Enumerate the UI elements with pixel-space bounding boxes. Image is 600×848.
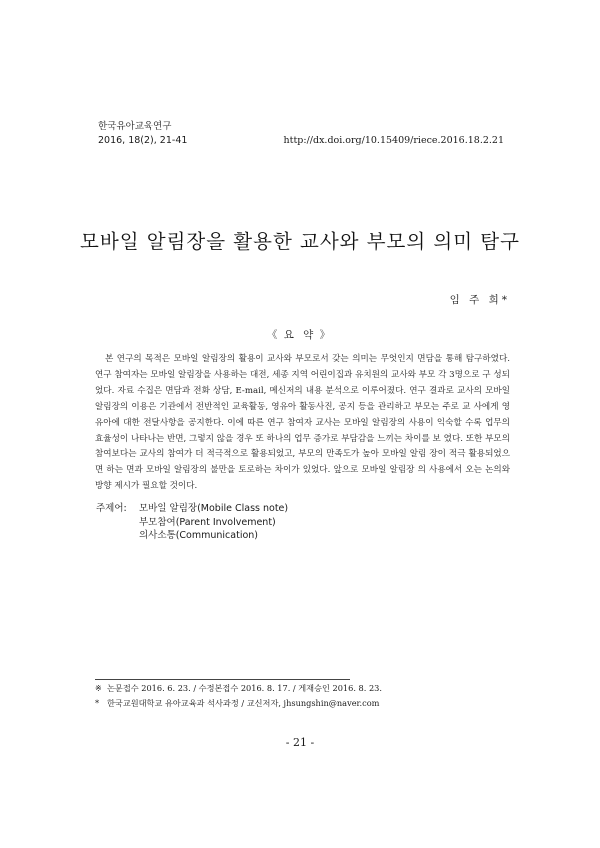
footnote-mark: *	[95, 698, 100, 708]
footnote-affiliation	[95, 697, 379, 709]
keyword-row	[96, 529, 288, 543]
abstract-line: 성되었다. 자료 수집은 면담과 전화 상담, E-mail, 메신저의 내용 분석으로 이루어졌다. 연구 결과로 교사의	[95, 369, 510, 396]
journal-citation: 2016, 18(2), 21-41	[98, 135, 188, 146]
abstract-heading-text: 요 약	[283, 329, 317, 341]
footnote-received	[95, 682, 382, 694]
keyword-row	[96, 502, 288, 516]
abstract-line: 본 연구의 목적은 모바일 알림장의 활용이 교사와 부모로서 갖는 의미는 무엇인지 면담을 통해 탐구하였다.	[105, 354, 510, 364]
keyword-item: 의사소통(Communication)	[139, 530, 258, 541]
abstract-line: 장이 적극 활용되었으면 하는 면과 모바일 알림장의 불만을 토로하는 차이가 있었다. 앞으로 모바일 알림장	[95, 449, 510, 476]
footnote-text: 논문접수 2016. 6. 23. / 수정본접수 2016. 8. 17. / 게재승인 2016. 8. 23.	[107, 683, 382, 693]
keyword-item: 모바일 알림장(Mobile Class note)	[139, 503, 289, 514]
doi-link[interactable]: http://dx.doi.org/10.15409/riece.2016.18.2.21	[283, 135, 504, 146]
abstract-heading-open: 《	[266, 329, 281, 341]
keywords-label: 주제어:	[96, 503, 127, 514]
keywords-block	[96, 502, 288, 543]
abstract-line: 였다. 또한 부모의 참여보다는 교사의 참여가 더 적극적으로 활용되었고, 부모의 만족도가 높아 모바일 알림	[95, 433, 511, 460]
keyword-item: 부모참여(Parent Involvement)	[139, 516, 276, 528]
author-name: 임 주 희*	[449, 294, 510, 306]
page-number: - 21 -	[285, 736, 315, 749]
abstract-paragraph	[95, 352, 510, 495]
footnote-divider	[95, 679, 350, 680]
abstract-line: 사에게 영유아에 대한 전달사항을 공지한다. 이에 따른 연구 참여자 교사는 모바일 알림장의 사용이 익숙할	[95, 401, 510, 428]
abstract-line: 의 사용에서 오는 논의와 방향 제시가 필요할 것이다.	[95, 465, 510, 492]
journal-header	[98, 120, 187, 148]
abstract-body	[95, 352, 510, 495]
abstract-heading-close: 》	[319, 329, 334, 341]
keyword-row	[96, 516, 288, 530]
journal-name: 한국유아교육연구	[98, 121, 172, 132]
abstract-line: 수록 업무의 효율성이 나타나는 반면, 그렇지 않을 경우 또 하나의 업무 증가로 부담감을 느끼는 차이를 보	[95, 417, 510, 444]
abstract-line: 연구 참여자는 모바일 알림장을 사용하는 대전, 세종 지역 어린이집과 유치원의 교사와 부모 각 3명으로 구	[95, 369, 491, 380]
footnote-text: 한국교원대학교 유아교육과 석사과정 / 교신저자, jhsungshin@naver.com	[107, 698, 380, 708]
abstract-line: 모바일 알림장의 이용은 기관에서 전반적인 교육활동, 영유아 활동사진, 공지 등을 관리하고 부모는 주로 교	[95, 385, 510, 412]
paper-title: 모바일 알림장을 활용한 교사와 부모의 의미 탐구	[80, 230, 520, 253]
abstract-heading	[0, 327, 600, 342]
footnote-mark: ※	[95, 683, 102, 693]
